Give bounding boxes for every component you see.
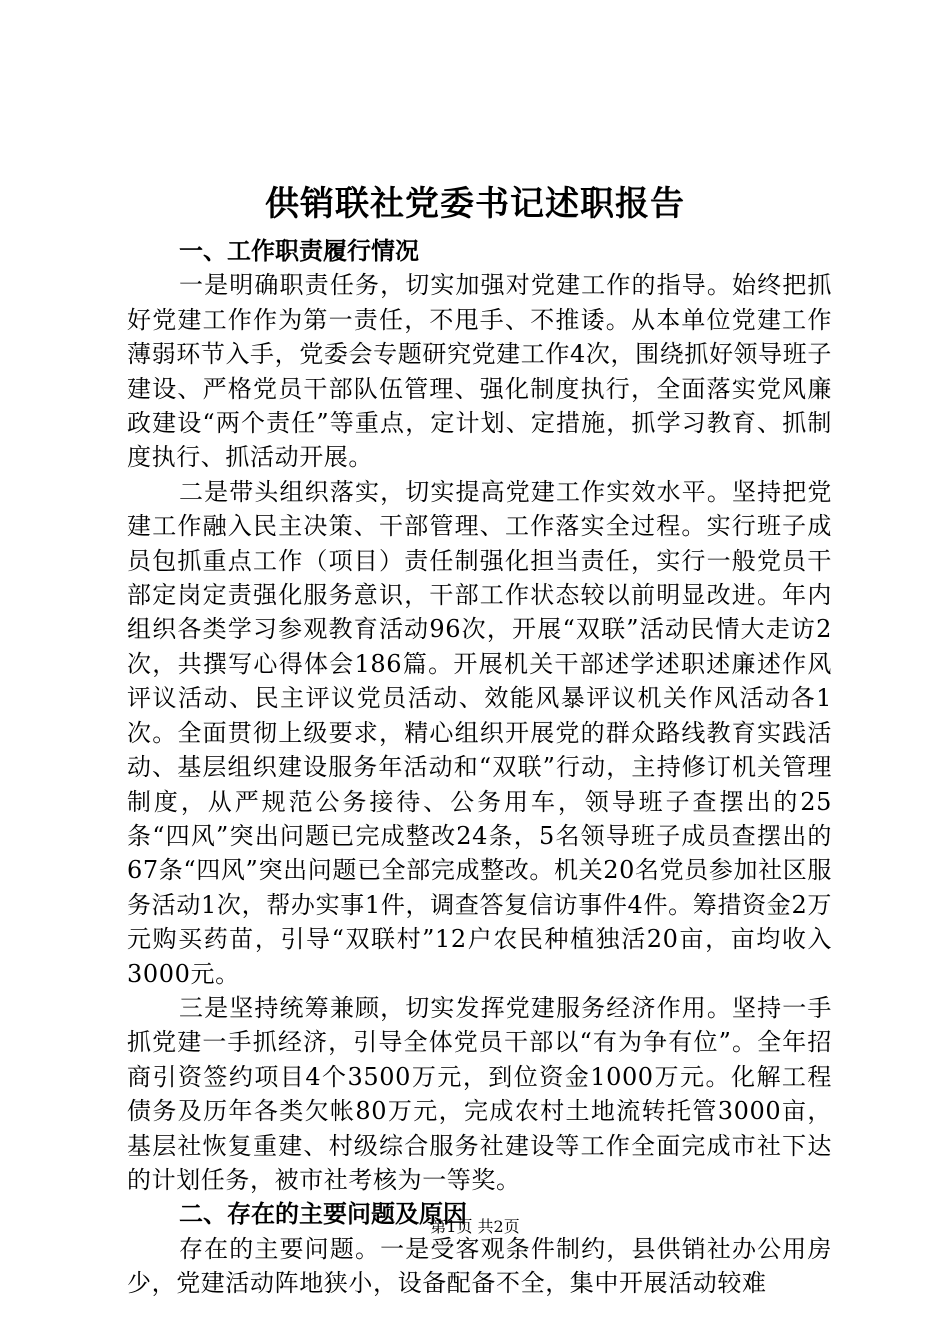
- document-body: [127, 234, 832, 1301]
- paragraph-1: 一是明确职责任务，切实加强对党建工作的指导。始终把抓好党建工作作为第一责任，不甩手、不推诿。从本单位党建工作薄弱环节入手，党委会专题研究党建工作4次，围绕抓好领导班子建设、严格党员干部队伍管理、强化制度执行，全面落实党风廉政建设“两个责任”等重点，定计划、定措施，抓学习教育、抓制度执行、抓活动开展。: [127, 271, 832, 472]
- section-heading-1: 一、工作职责履行情况: [179, 237, 419, 265]
- section-heading-2: 二、存在的主要问题及原因: [179, 1200, 467, 1229]
- page-footer: 第1页 共2页: [430, 1217, 520, 1236]
- document-title: 供销联社党委书记述职报告: [265, 184, 685, 224]
- paragraph-3: 三是坚持统筹兼顾，切实发挥党建服务经济作用。坚持一手抓党建一手抓经济，引导全体党员干部以“有为争有位”。全年招商引资签约项目4个3500万元，到位资金1000万元。化解工程债务及历年各类欠帐80万元，完成农村土地流转托管3000亩，基层社恢复重建、村级综合服务社建设等工作全面完成市社下达的计划任务，被市社考核为一等奖。: [127, 993, 832, 1194]
- paragraph-2: 二是带头组织落实，切实提高党建工作实效水平。坚持把党建工作融入民主决策、干部管理、工作落实全过程。实行班子成员包抓重点工作（项目）责任制强化担当责任，实行一般党员干部定岗定责强化服务意识，干部工作状态较以前明显改进。年内组织各类学习参观教育活动96次，开展“双联”活动民情大走访2次，共撰写心得体会186篇。开展机关干部述学述职述廉述作风评议活动、民主评议党员活动、效能风暴评议机关作风活动各1次。全面贯彻上级要求，精心组织开展党的群众路线教育实践活动、基层组织建设服务年活动和“双联”行动，主持修订机关管理制度，从严规范公务接待、公务用车，领导班子查摆出的25条“四风”突出问题已完成整改24条，5名领导班子成员查摆出的67条“四风”突出问题已全部完成整改。机关20名党员参加社区服务活动1次，帮办实事1件，调查答复信访事件4件。筹措资金2万元购买药苗，引导“双联村”12户农民种植独活20亩，亩均收入3000元。: [127, 477, 832, 988]
- paragraph-4: 存在的主要问题。一是受客观条件制约，县供销社办公用房少，党建活动阵地狭小，设备配备不全，集中开展活动较难: [127, 1234, 832, 1298]
